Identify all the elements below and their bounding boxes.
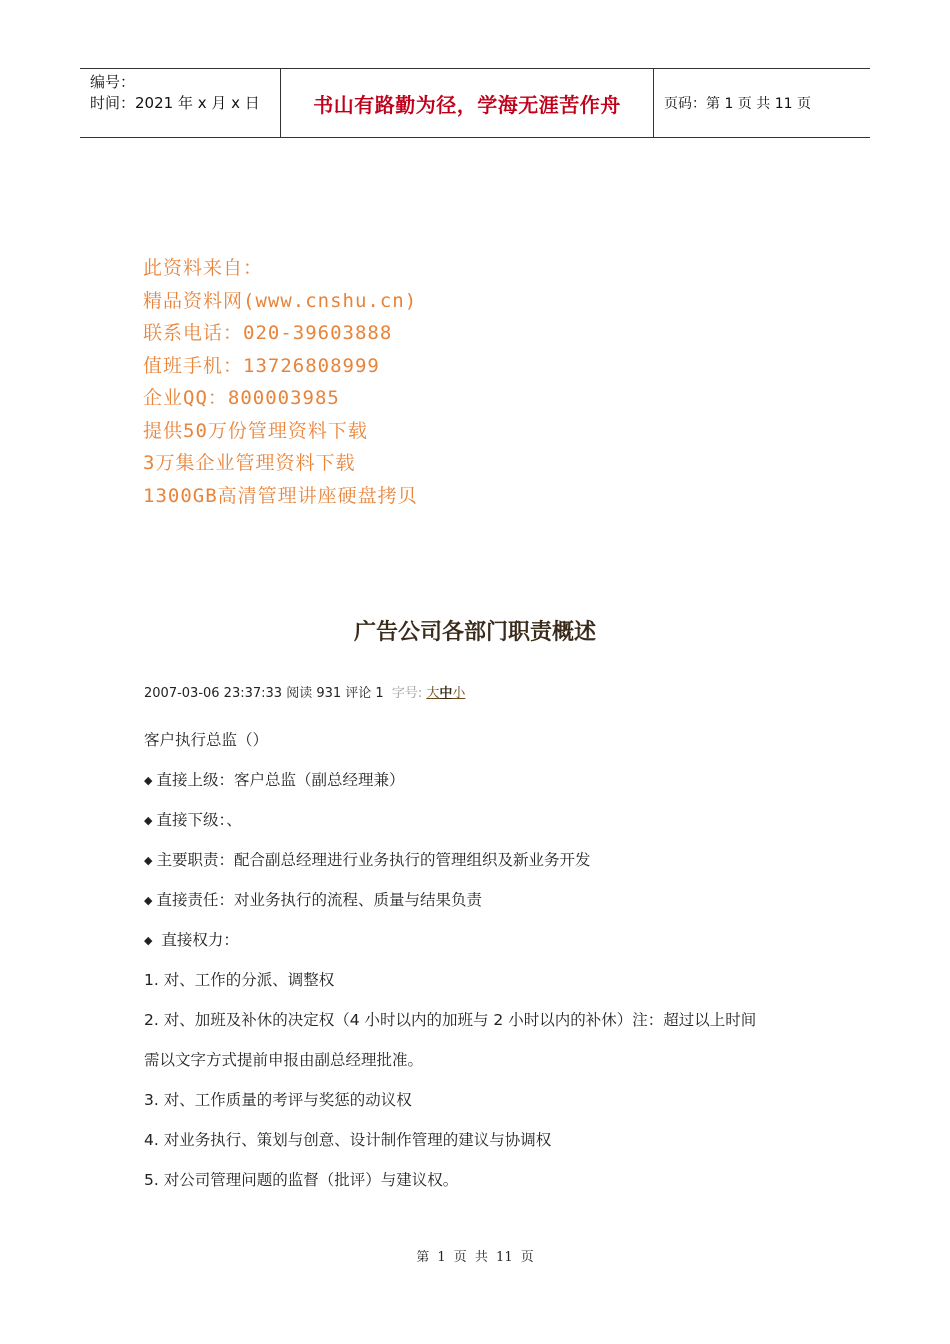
body-line: ◆ 直接下级：、 (144, 811, 242, 829)
header-page-cell (654, 69, 870, 137)
bullet-icon: ◆ (144, 814, 153, 827)
document-header (80, 68, 870, 138)
body-line: 4. 对业务执行、策划与创意、设计制作管理的建议与协调权 (144, 1131, 552, 1149)
font-size-medium-link[interactable]: 中 (439, 686, 453, 701)
number-label: 编号： (90, 73, 136, 91)
body-line: 1. 对、工作的分派、调整权 (144, 971, 335, 989)
body-line: 2. 对、加班及补休的决定权（4 小时以内的加班与 2 小时以内的补休）注：超过以上时间 (144, 1011, 757, 1029)
body-line: ◆ 直接上级：客户总监（副总经理兼） (144, 771, 405, 789)
source-line: 3万集企业管理资料下载 (143, 452, 356, 474)
page-footer: 第 1 页 共 11 页 (416, 1250, 534, 1265)
source-line: 此资料来自： (143, 257, 264, 279)
source-line: 精品资料网(www.cnshu.cn) (143, 289, 418, 312)
header-motto: 书山有路勤为径，学海无涯苦作舟 (313, 92, 621, 117)
header-motto-cell (281, 69, 654, 137)
bullet-icon: ◆ (144, 774, 153, 787)
font-size-small-link[interactable]: 小 (452, 686, 466, 701)
source-line: 值班手机：13726808999 (143, 354, 380, 377)
header-page-info: 页码：第 1 页 共 11 页 (664, 96, 811, 112)
font-size-large-link[interactable]: 大 (426, 686, 440, 701)
article-meta-text: 2007-03-06 23:37:33 阅读 931 评论 1 (144, 686, 384, 701)
article-meta (144, 682, 465, 701)
bullet-icon: ◆ (144, 894, 153, 907)
body-line: ◆ 主要职责：配合副总经理进行业务执行的管理组织及新业务开发 (144, 851, 591, 869)
source-line: 1300GB高清管理讲座硬盘拷贝 (143, 484, 418, 507)
bullet-icon: ◆ (144, 934, 153, 947)
body-line: ◆ 直接责任：对业务执行的流程、质量与结果负责 (144, 891, 482, 909)
source-line: 企业QQ：800003985 (143, 387, 340, 409)
source-line: 联系电话：020-39603888 (143, 322, 393, 344)
font-size-label: 字号: (391, 686, 423, 701)
time-label: 时间：2021 年 x 月 x 日 (90, 94, 260, 112)
body-line: 3. 对、工作质量的考评与奖惩的动议权 (144, 1091, 412, 1109)
source-line: 提供50万份管理资料下载 (143, 419, 368, 442)
body-line: 5. 对公司管理问题的监督（批评）与建议权。 (144, 1171, 459, 1189)
body-line: ◆ 直接权力： (144, 931, 239, 949)
article-title: 广告公司各部门职责概述 (353, 620, 596, 645)
bullet-icon: ◆ (144, 854, 153, 867)
header-left-cell (80, 69, 281, 137)
body-line: 需以文字方式提前申报由副总经理批准。 (144, 1051, 424, 1069)
source-info-block (143, 252, 418, 512)
body-line: 客户执行总监（） (144, 731, 269, 749)
